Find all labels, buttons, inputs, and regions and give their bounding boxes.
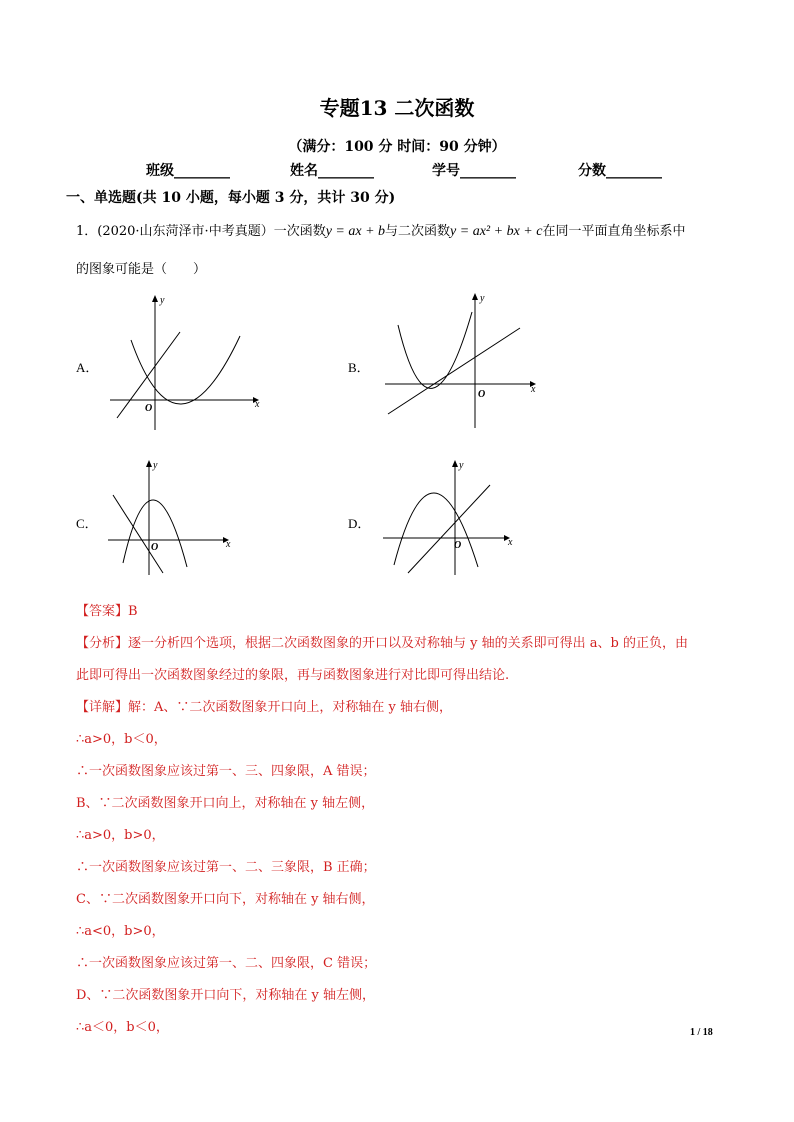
analysis-line-2: 此即可得出一次函数图象经过的象限，再与函数图象进行对比即可得出结论. <box>76 668 510 683</box>
detail-line: 【详解】解：A、∵二次函数图象开口向上，对称轴在 y 轴右侧， <box>76 700 452 715</box>
detail-line: ∴一次函数图象应该过第一、二、四象限，C 错误； <box>76 956 377 971</box>
name-field: 姓名________ <box>290 163 374 179</box>
page-title: 专题13 二次函数 <box>319 96 475 120</box>
question-line-1 <box>76 220 685 240</box>
question-prefix: 1．(2020·山东菏泽市·中考真题）一次函数 <box>76 224 326 239</box>
option-a-origin: O <box>145 403 153 414</box>
option-c-axis-x: x <box>226 539 231 550</box>
option-b-label: B． <box>348 360 370 375</box>
question-mid: 与二次函数 <box>385 224 451 239</box>
detail-line: D、∵二次函数图象开口向下，对称轴在 y 轴左侧， <box>76 988 376 1003</box>
option-b-axis-y: y <box>480 293 485 304</box>
option-d-axis-y: y <box>459 460 464 471</box>
option-b-origin: O <box>478 389 486 400</box>
detail-line: C、∵二次函数图象开口向下，对称轴在 y 轴右侧， <box>76 892 375 907</box>
answer-line: 【答案】B <box>76 604 138 619</box>
equation-linear: y = ax + b <box>325 224 386 239</box>
question-suffix: 在同一平面直角坐标系中 <box>542 224 686 239</box>
option-b-axis-x: x <box>531 384 536 395</box>
class-field: 班级________ <box>146 163 230 179</box>
detail-line: ∴一次函数图象应该过第一、三、四象限，A 错误； <box>76 764 376 779</box>
option-a-graph <box>105 290 265 435</box>
option-a-label: A． <box>76 360 99 375</box>
score-time-info: （满分：100 分 时间：90 分钟） <box>288 139 506 155</box>
option-c-origin: O <box>151 542 159 553</box>
question-line-2: 的图象可能是（ ） <box>76 262 207 277</box>
option-d-graph <box>380 455 540 580</box>
student-id-field: 学号________ <box>432 163 516 179</box>
detail-line: B、∵二次函数图象开口向上，对称轴在 y 轴左侧， <box>76 796 375 811</box>
option-b-graph <box>380 290 540 435</box>
option-d-label: D． <box>348 516 371 531</box>
detail-line: ∴a＜0，b＜0， <box>76 1020 169 1035</box>
option-d-origin: O <box>454 540 462 551</box>
option-a-axis-y: y <box>160 295 165 306</box>
score-field: 分数________ <box>578 163 662 179</box>
page-number: 1 / 18 <box>690 1027 713 1038</box>
section-heading: 一、单选题(共 10 小题，每小题 3 分，共计 30 分) <box>66 190 396 206</box>
option-c-axis-y: y <box>153 460 158 471</box>
detail-line: ∴一次函数图象应该过第一、二、三象限，B 正确； <box>76 860 376 875</box>
option-c-label: C． <box>76 516 98 531</box>
option-d-axis-x: x <box>508 537 513 548</box>
analysis-line-1: 【分析】逐一分析四个选项，根据二次函数图象的开口以及对称轴与 y 轴的关系即可得出 a、b 的正负，由 <box>76 636 688 651</box>
detail-line: ∴a>0，b>0， <box>76 828 165 843</box>
equation-quadratic: y = ax² + bx + c <box>450 224 543 239</box>
option-a-axis-x: x <box>255 399 260 410</box>
option-c-graph <box>105 455 265 580</box>
detail-line: ∴a<0，b>0， <box>76 924 165 939</box>
detail-line: ∴a>0，b＜0， <box>76 732 167 747</box>
